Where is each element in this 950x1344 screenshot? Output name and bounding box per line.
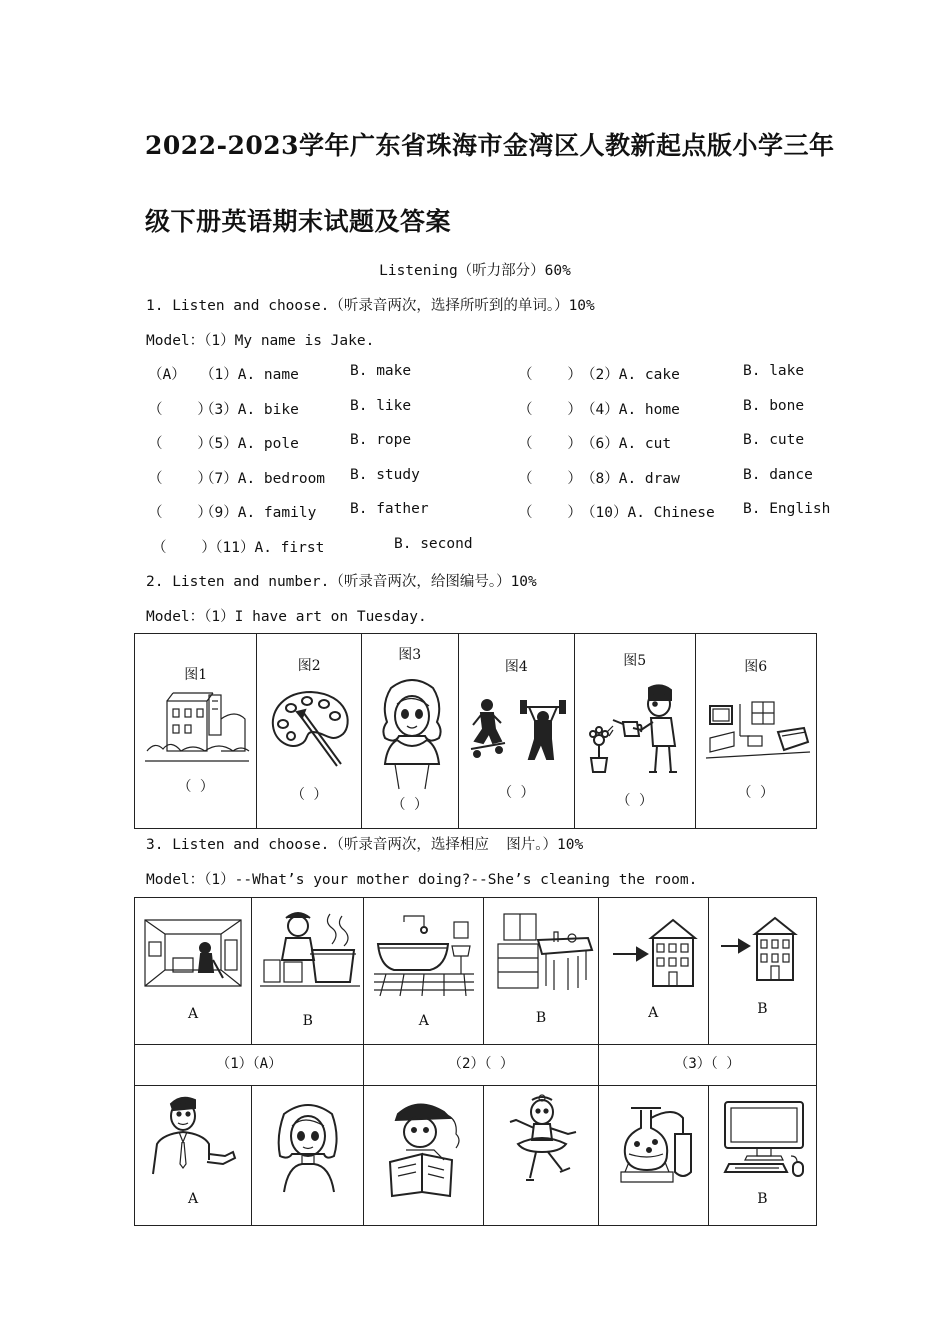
option-a: （8）A. draw	[581, 471, 680, 487]
arrow-to-house-icon	[719, 914, 809, 994]
option-b: B. dance	[743, 467, 813, 483]
figure-label: 图3	[398, 647, 422, 663]
option-letter: B	[757, 1001, 768, 1017]
picture-cell	[598, 1086, 708, 1226]
picture-cell	[708, 898, 816, 1045]
answer-blank[interactable]: （ ）	[498, 785, 535, 801]
picture-cell	[484, 1086, 598, 1226]
picture-cell	[598, 898, 708, 1045]
option-letter: A	[188, 1191, 199, 1207]
figure-label: 图1	[184, 667, 208, 683]
option-b: B. lake	[743, 363, 805, 379]
figure-label: 图4	[504, 659, 528, 675]
girl-reading-icon	[378, 1100, 468, 1205]
answer-blank[interactable]: （ ）	[148, 471, 212, 487]
answer-blank[interactable]: （ ）	[148, 436, 212, 452]
option-a: （7）A. bedroom	[200, 471, 326, 487]
option-a: （5）A. pole	[200, 436, 299, 452]
girl-icon	[274, 1100, 344, 1205]
boy-watering-flowers-icon	[585, 682, 690, 782]
option-a: （11）A. first	[208, 540, 325, 556]
q1-row	[148, 398, 808, 420]
q1-row	[148, 536, 808, 558]
option-letter: A	[418, 1013, 429, 1029]
paint-palette-icon	[269, 686, 354, 776]
answer-blank[interactable]: （ ）	[518, 436, 582, 452]
option-a: （6）A. cut	[581, 436, 672, 452]
picture-cell	[364, 1086, 484, 1226]
option-a: （2）A. cake	[581, 367, 680, 383]
picture-cell	[252, 1086, 364, 1226]
living-room-cleaning-icon	[143, 916, 243, 996]
option-b: B. cute	[743, 432, 805, 448]
answer-blank[interactable]: （ ）	[152, 540, 216, 556]
q1-row	[148, 467, 813, 489]
living-room-icon	[706, 696, 811, 771]
option-letter: B	[757, 1191, 768, 1207]
page-title-line1: 2022-2023学年广东省珠海市金湾区人教新起点版小学三年	[145, 131, 835, 160]
answer-blank[interactable]: （A）	[148, 367, 186, 383]
school-building-icon	[145, 689, 250, 774]
answer-blank[interactable]: （ ）	[518, 471, 582, 487]
q3-model: Model：（1）--What’s your mother doing?--She’s cleaning the room.	[146, 872, 698, 888]
option-b: B. second	[394, 536, 473, 552]
q1-instruction: 1. Listen and choose.（听录音两次，选择所听到的单词。）10%	[146, 298, 595, 314]
option-a: （3）A. bike	[200, 402, 299, 418]
option-b: B. like	[350, 398, 412, 414]
cooking-icon	[260, 910, 360, 1000]
option-a: （1）A. name	[200, 367, 299, 383]
option-letter: A	[188, 1006, 199, 1022]
girl-portrait-icon	[377, 674, 447, 804]
q2-figure-table	[134, 633, 817, 829]
answer-blank[interactable]: （ ）	[291, 787, 328, 803]
figure-cell	[458, 634, 574, 829]
q2-instruction: 2. Listen and number.（听录音两次，给图编号。）10%	[146, 574, 537, 590]
answer-blank[interactable]: （ ）	[148, 402, 212, 418]
q1-row	[148, 363, 808, 385]
figure-cell	[135, 634, 257, 829]
answer-blank[interactable]: （ ）	[518, 367, 582, 383]
picture-cell	[135, 1086, 252, 1226]
option-letter: B	[302, 1013, 313, 1029]
answer-blank[interactable]: （3）（ ）	[674, 1056, 741, 1072]
answer-blank[interactable]: （ ）	[737, 785, 774, 801]
answer-blank[interactable]: （ ）	[177, 779, 214, 795]
option-b: B. bone	[743, 398, 805, 414]
answer-blank[interactable]: （1）（A）	[216, 1056, 283, 1072]
q1-model: Model：（1）My name is Jake.	[146, 333, 375, 349]
picture-cell	[252, 898, 364, 1045]
answer-cell	[364, 1045, 598, 1086]
q1-row	[148, 501, 831, 523]
answer-blank[interactable]: （ ）	[391, 797, 428, 813]
picture-cell	[484, 898, 598, 1045]
option-b: B. English	[743, 501, 831, 517]
figure-cell	[695, 634, 817, 829]
option-letter: A	[648, 1005, 659, 1021]
ballet-girl-icon	[504, 1094, 584, 1194]
answer-blank[interactable]: （ ）	[518, 505, 582, 521]
dining-room-icon	[494, 910, 594, 1000]
option-b: B. make	[350, 363, 412, 379]
option-b: B. study	[350, 467, 420, 483]
science-flask-icon	[617, 1098, 697, 1193]
q3-instruction: 3. Listen and choose.（听录音两次，选择相应 图片。）10%	[146, 837, 584, 853]
picture-cell	[364, 898, 484, 1045]
arrow-to-house-icon	[611, 916, 701, 996]
q3-picture-table	[134, 897, 817, 1226]
page-title-line2: 级下册英语期末试题及答案	[145, 207, 452, 236]
section-heading: Listening（听力部分）60%	[379, 263, 571, 279]
answer-blank[interactable]: （2）（ ）	[448, 1056, 514, 1072]
answer-blank[interactable]: （ ）	[616, 793, 653, 809]
option-b: B. father	[350, 501, 429, 517]
picture-cell	[135, 898, 252, 1045]
figure-cell	[361, 634, 458, 829]
answer-blank[interactable]: （ ）	[518, 402, 582, 418]
figure-label: 图2	[297, 658, 321, 674]
q1-row	[148, 432, 808, 454]
sports-icon	[471, 699, 566, 769]
answer-cell	[598, 1045, 816, 1086]
answer-cell	[135, 1045, 364, 1086]
figure-cell	[257, 634, 362, 829]
figure-label: 图6	[744, 659, 768, 675]
option-a: （4）A. home	[581, 402, 680, 418]
q2-model: Model：（1）I have art on Tuesday.	[146, 609, 427, 625]
option-a: （10）A. Chinese	[581, 505, 715, 521]
option-a: （9）A. family	[200, 505, 317, 521]
figure-label: 图5	[623, 653, 647, 669]
option-letter: B	[535, 1010, 547, 1026]
man-icon	[149, 1094, 239, 1184]
figure-cell	[575, 634, 695, 829]
option-b: B. rope	[350, 432, 412, 448]
bathroom-icon	[374, 912, 474, 1002]
answer-blank[interactable]: （ ）	[148, 505, 212, 521]
picture-cell	[708, 1086, 816, 1226]
computer-icon	[719, 1100, 809, 1185]
